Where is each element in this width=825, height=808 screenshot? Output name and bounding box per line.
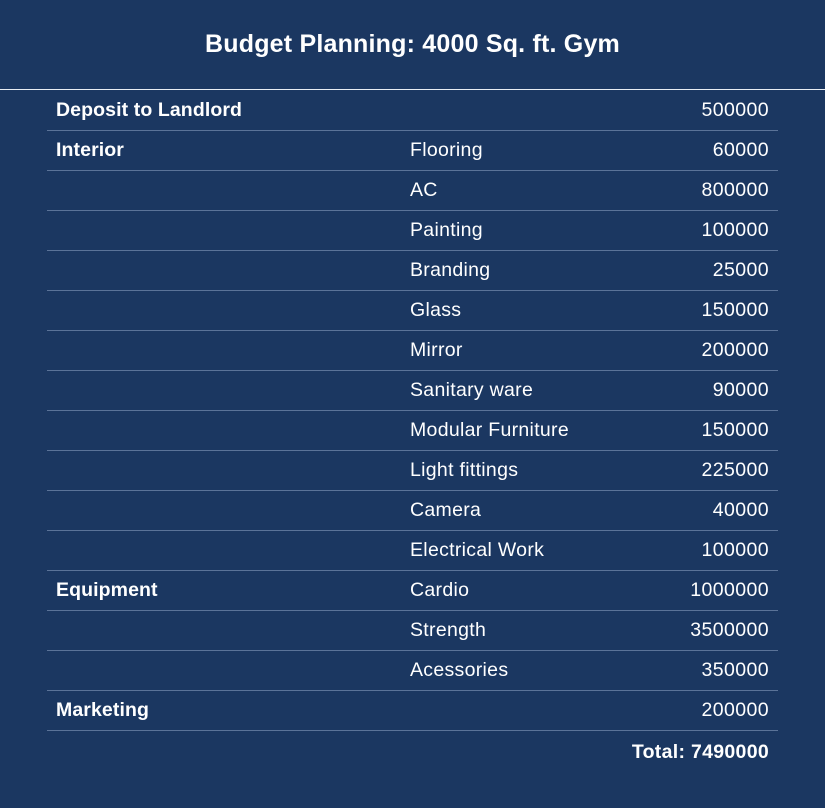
amount-cell: 800000 <box>701 179 769 201</box>
amount-cell: 100000 <box>701 219 769 241</box>
amount-cell: 1000000 <box>690 579 769 601</box>
table-row <box>47 451 778 491</box>
table-row <box>47 251 778 291</box>
amount-cell: 100000 <box>701 539 769 561</box>
budget-table <box>47 91 778 731</box>
amount-cell: 3500000 <box>690 619 769 641</box>
item-cell: Strength <box>410 619 487 641</box>
item-cell: Acessories <box>410 659 509 681</box>
table-row <box>47 331 778 371</box>
amount-cell: 90000 <box>712 379 769 401</box>
table-row <box>47 131 778 171</box>
item-cell: Cardio <box>410 579 470 601</box>
category-cell: Deposit to Landlord <box>56 99 243 121</box>
table-row <box>47 611 778 651</box>
amount-cell: 225000 <box>701 459 769 481</box>
amount-cell: 350000 <box>701 659 769 681</box>
item-cell: Electrical Work <box>410 539 545 561</box>
amount-cell: 25000 <box>712 259 769 281</box>
item-cell: Light fittings <box>410 459 519 481</box>
table-row <box>47 411 778 451</box>
item-cell: Sanitary ware <box>410 379 534 401</box>
item-cell: Painting <box>410 219 483 241</box>
table-row <box>47 91 778 131</box>
header <box>0 0 825 90</box>
item-cell: AC <box>410 179 438 201</box>
item-cell: Branding <box>410 259 491 281</box>
table-row <box>47 171 778 211</box>
item-cell: Glass <box>410 299 462 321</box>
table-row <box>47 531 778 571</box>
item-cell: Flooring <box>410 139 483 161</box>
table-row <box>47 691 778 731</box>
amount-cell: 200000 <box>701 699 769 721</box>
table-row <box>47 291 778 331</box>
item-cell: Mirror <box>410 339 463 361</box>
item-cell: Modular Furniture <box>410 419 569 441</box>
amount-cell: 200000 <box>701 339 769 361</box>
table-row <box>47 491 778 531</box>
total-label: Total: 7490000 <box>631 741 769 763</box>
amount-cell: 150000 <box>701 299 769 321</box>
amount-cell: 150000 <box>701 419 769 441</box>
category-cell: Marketing <box>56 699 150 721</box>
table-row <box>47 651 778 691</box>
table-row <box>47 211 778 251</box>
category-cell: Interior <box>56 139 124 161</box>
amount-cell: 60000 <box>712 139 769 161</box>
amount-cell: 40000 <box>712 499 769 521</box>
page-title: Budget Planning: 4000 Sq. ft. Gym <box>205 29 620 58</box>
amount-cell: 500000 <box>701 99 769 121</box>
item-cell: Camera <box>410 499 482 521</box>
category-cell: Equipment <box>56 579 158 601</box>
table-row <box>47 371 778 411</box>
table-row <box>47 571 778 611</box>
